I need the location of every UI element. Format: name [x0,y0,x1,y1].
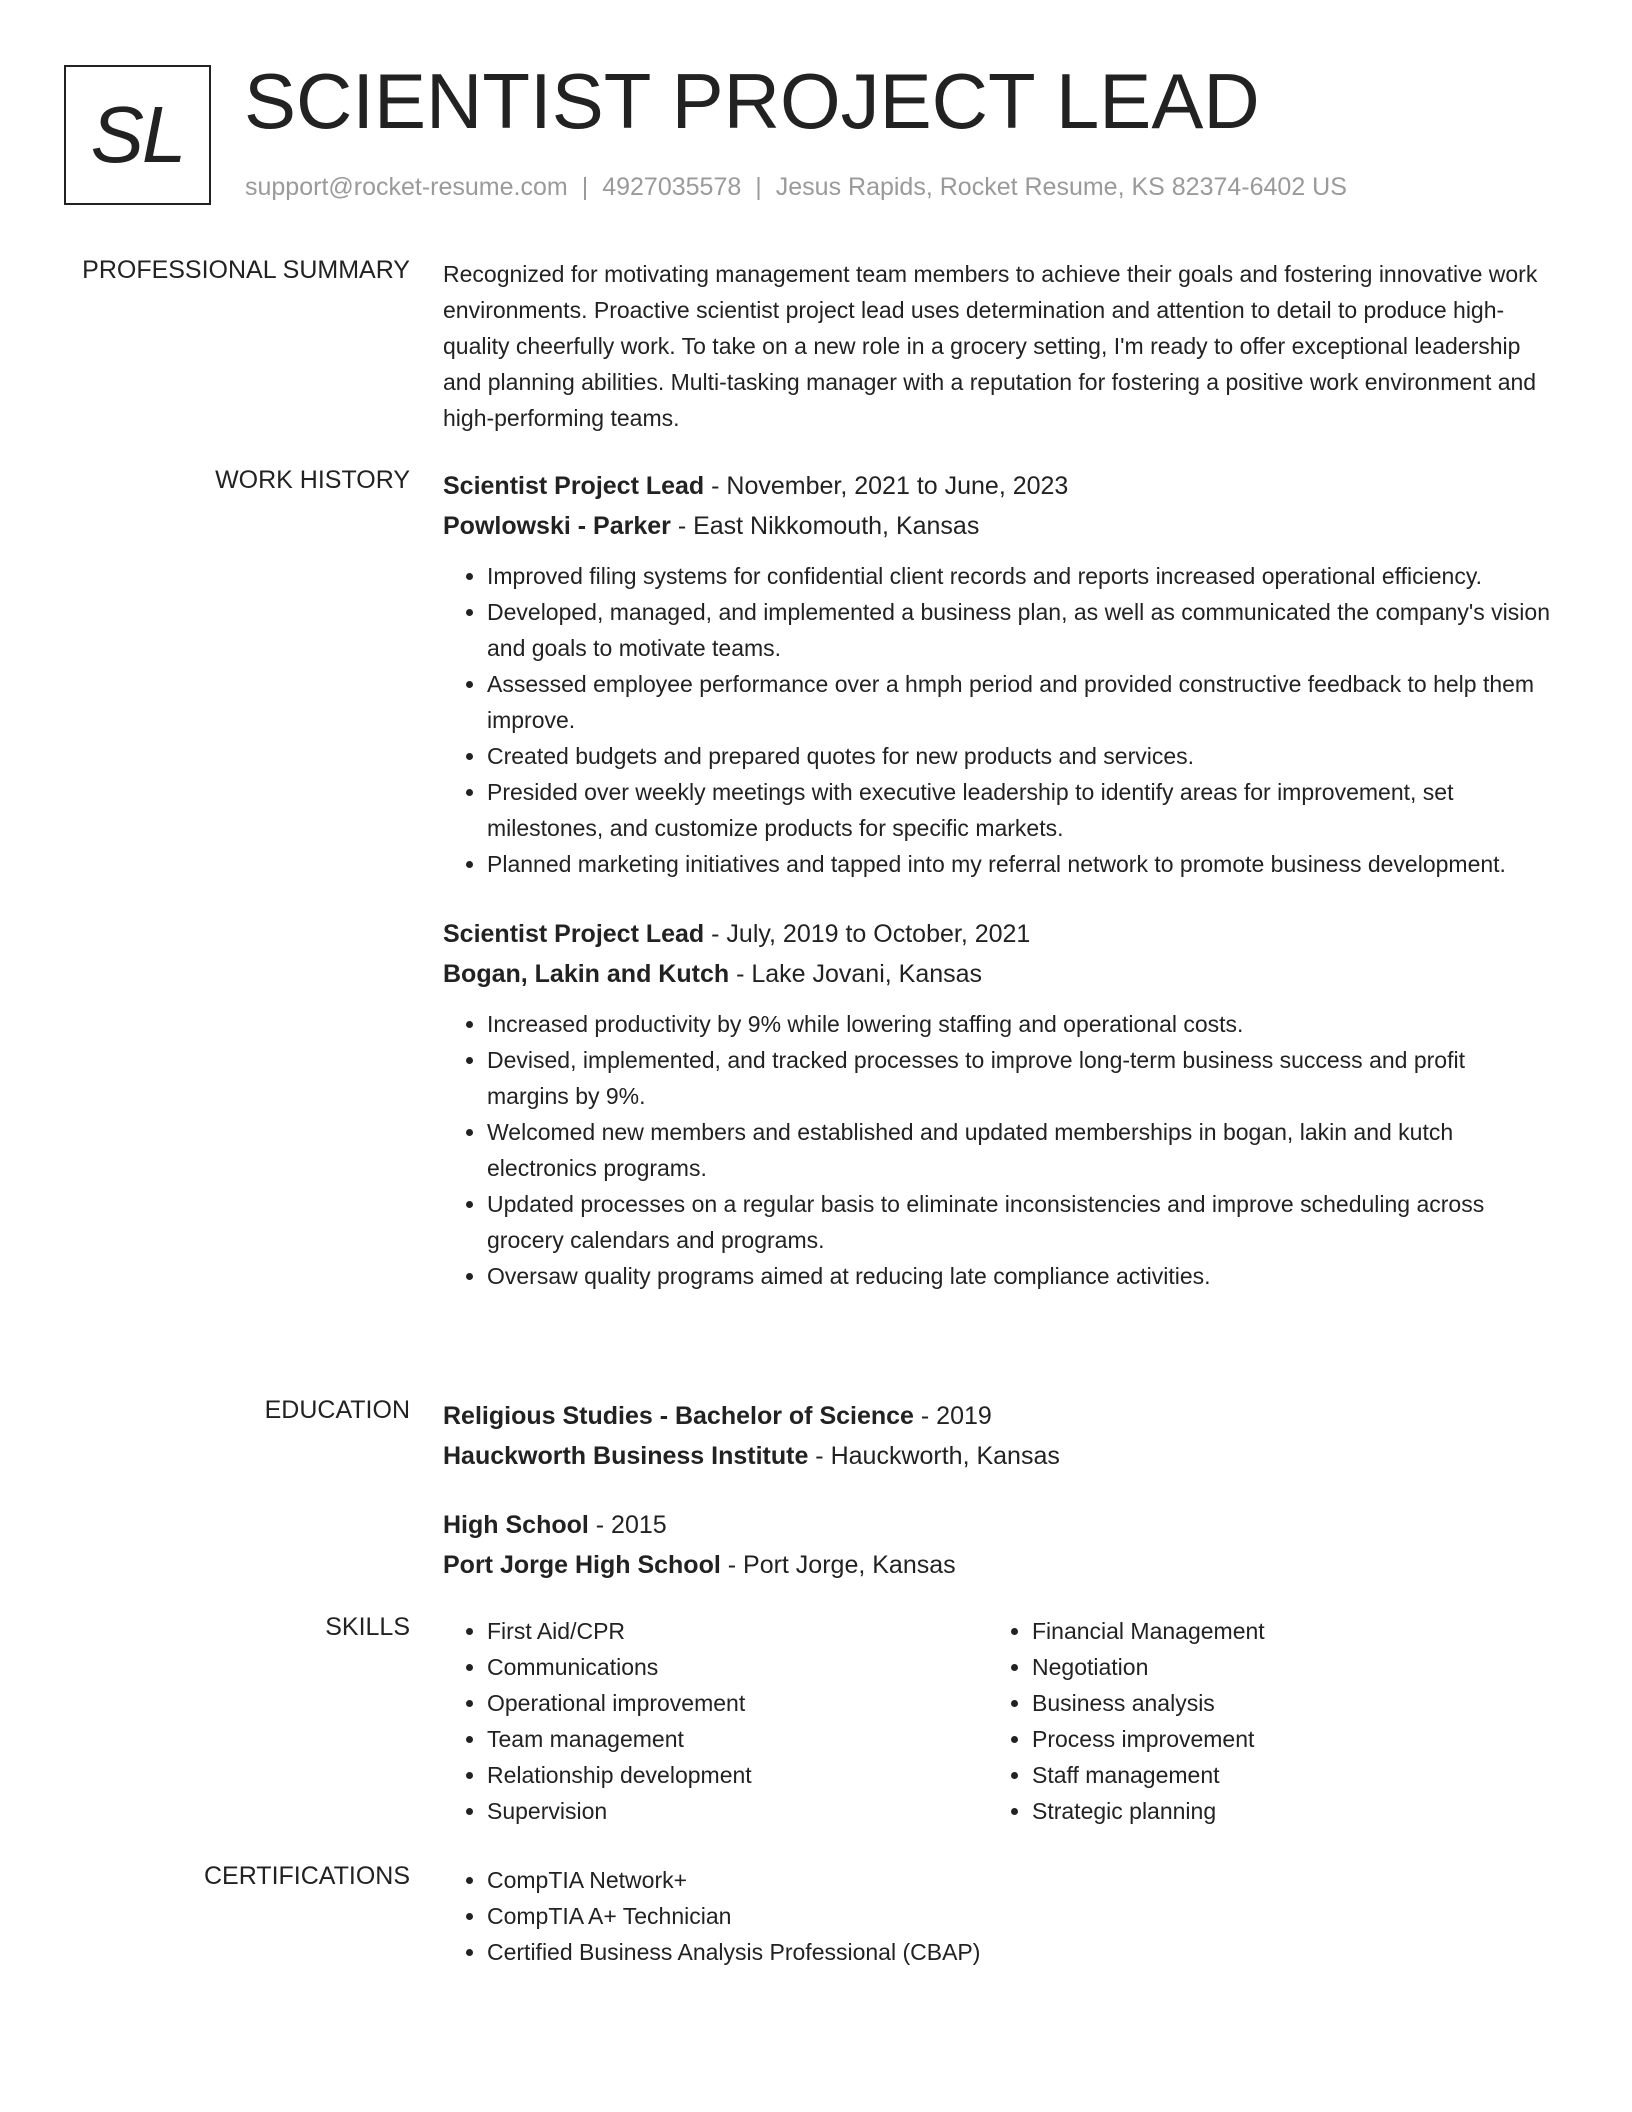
job-title-line [443,466,1553,506]
summary-text: Recognized for motivating management team members to achieve their goals and fostering innovative work environments. Proactive scientist project lead uses determination and attention to detail to produce high-quality cheerfully work. To take on a new role in a grocery setting, I'm ready to offer exceptional leadership and planning abilities. Multi-tasking manager with a reputation for fostering a positive work environment and high-performing teams. [443,261,1538,431]
monogram-box [64,65,211,205]
skill-item: • Communications [487,1649,988,1685]
certifications-body [443,1862,1553,1970]
job-bullet: • Devised, implemented, and tracked processes to improve long-term business success and profit margins by 9%. [487,1042,1553,1114]
summary-label: PROFESSIONAL SUMMARY [82,256,410,284]
job-title: Scientist Project Lead [443,920,705,948]
certification-item: • CompTIA A+ Technician [487,1898,1553,1934]
job-bullets [443,1006,1553,1294]
education-label: EDUCATION [264,1396,410,1424]
education-degree: Religious Studies - Bachelor of Science [443,1402,914,1430]
certification-item: • Certified Business Analysis Professional (CBAP) [487,1934,1553,1970]
certifications-list [443,1862,1553,1970]
monogram-initials: SL [90,90,185,179]
job-bullet: • Welcomed new members and established and updated memberships in bogan, lakin and kutch electronics programs. [487,1114,1553,1186]
certification-item: • CompTIA Network+ [487,1862,1553,1898]
education-school: Port Jorge High School [443,1551,721,1579]
skill-item: • Business analysis [1032,1685,1533,1721]
job-company: Bogan, Lakin and Kutch [443,960,730,988]
job-dates: - July, 2019 to October, 2021 [704,920,1031,948]
education-school-line [443,1436,1553,1476]
job-title: Scientist Project Lead [443,472,705,500]
skills-label: SKILLS [325,1613,410,1641]
education-location: - Hauckworth, Kansas [808,1442,1060,1470]
skill-item: • Financial Management [1032,1613,1533,1649]
education-year: - 2015 [588,1511,667,1539]
job-bullet: • Improved filing systems for confidential client records and reports increased operational efficiency. [487,558,1553,594]
skills-list-left [443,1613,988,1829]
job-bullet: • Created budgets and prepared quotes for new products and services. [487,738,1553,774]
job-company-line [443,506,1553,546]
work-history-body [443,466,1553,1294]
skill-item: • First Aid/CPR [487,1613,988,1649]
work-history-label: WORK HISTORY [215,466,410,494]
job-bullets [443,558,1553,882]
skill-item: • Relationship development [487,1757,988,1793]
contact-phone[interactable]: 4927035578 [602,173,742,201]
skill-item: • Team management [487,1721,988,1757]
job-location: - Lake Jovani, Kansas [729,960,983,988]
education-degree-line [443,1505,1553,1545]
job-bullet: • Updated processes on a regular basis to eliminate inconsistencies and improve scheduling across grocery calendars and programs. [487,1186,1553,1258]
education-body [443,1396,1553,1585]
education-degree-line [443,1396,1553,1436]
skill-item: • Supervision [487,1793,988,1829]
skills-grid [443,1613,1553,1829]
skill-item: • Negotiation [1032,1649,1533,1685]
contact-separator: | [581,173,589,201]
job-bullet: • Increased productivity by 9% while lowering staffing and operational costs. [487,1006,1553,1042]
education-entry [443,1505,1553,1585]
contact-separator: | [755,173,762,201]
job-bullet: • Planned marketing initiatives and tapped into my referral network to promote business development. [487,846,1553,882]
job-bullet: • Developed, managed, and implemented a business plan, as well as communicated the company's vision and goals to motivate teams. [487,594,1553,666]
skills-list-right [988,1613,1533,1829]
contact-address: Jesus Rapids, Rocket Resume, KS 82374-6402 US [775,173,1347,201]
certifications-column [443,1862,1553,1970]
skills-column-right [988,1613,1533,1829]
skills-body [443,1613,1553,1829]
job-bullet: • Presided over weekly meetings with executive leadership to identify areas for improvement, set milestones, and customize products for specific markets. [487,774,1553,846]
skill-item: • Operational improvement [487,1685,988,1721]
job-entry [443,914,1553,1294]
job-dates: - November, 2021 to June, 2023 [704,472,1069,500]
job-title-line [443,914,1553,954]
education-degree: High School [443,1511,589,1539]
job-company-line [443,954,1553,994]
contact-line [245,173,1347,202]
job-location: - East Nikkomouth, Kansas [670,512,980,540]
skill-item: • Process improvement [1032,1721,1533,1757]
education-entry [443,1396,1553,1476]
contact-email[interactable]: support@rocket-resume.com [245,173,568,201]
certifications-label: CERTIFICATIONS [203,1862,410,1890]
education-year: - 2019 [913,1402,992,1430]
resume-name-title: SCIENTIST PROJECT LEAD [244,57,1260,145]
job-entry [443,466,1553,882]
job-company: Powlowski - Parker [443,512,671,540]
job-bullet: • Oversaw quality programs aimed at reducing late compliance activities. [487,1258,1553,1294]
job-bullet: • Assessed employee performance over a hmph period and provided constructive feedback to help them improve. [487,666,1553,738]
skills-column-left [443,1613,988,1829]
skill-item: • Strategic planning [1032,1793,1533,1829]
education-school-line [443,1545,1553,1585]
education-school: Hauckworth Business Institute [443,1442,809,1470]
summary-body [443,256,1553,436]
education-location: - Port Jorge, Kansas [720,1551,956,1579]
skill-item: • Staff management [1032,1757,1533,1793]
